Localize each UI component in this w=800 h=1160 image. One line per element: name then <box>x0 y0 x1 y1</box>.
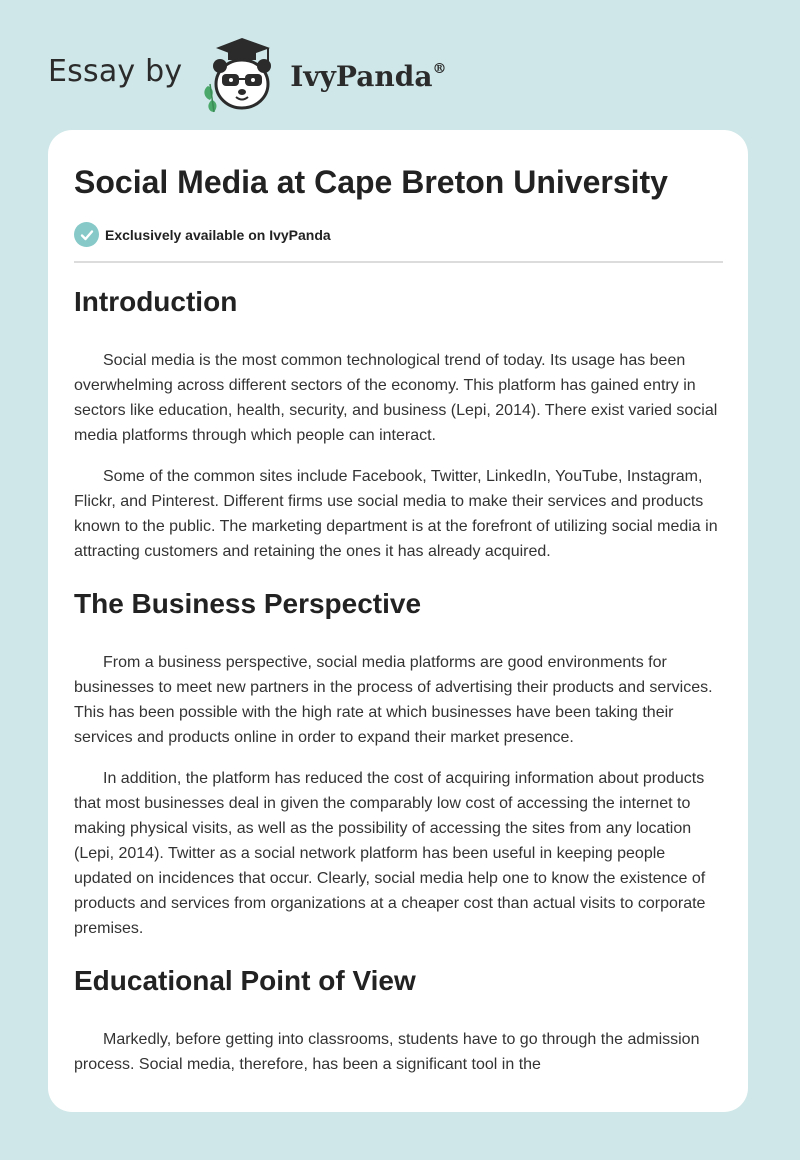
brand-name: IvyPanda® <box>290 59 447 93</box>
paragraph: Social media is the most common technological trend of today. Its usage has been overwhelming across different sectors of the economy. This platform has gained entry in sectors like education, health, security, and business (Lepi, 2014). There exist varied social media platforms through which people can interact. <box>74 352 718 444</box>
ivypanda-logo[interactable] <box>198 34 286 114</box>
exclusive-badge-label: Exclusively available on IvyPanda <box>105 226 331 243</box>
title-divider <box>74 261 723 263</box>
paragraph: Markedly, before getting into classrooms, students have to go through the admission process. Social media, therefore, has been a significant tool in the <box>74 1031 700 1073</box>
section-heading: Educational Point of View <box>74 965 416 996</box>
site-header <box>48 34 508 114</box>
article-body <box>74 280 726 1093</box>
check-icon <box>74 222 99 247</box>
paragraph: From a business perspective, social media platforms are good environments for businesses to meet new partners in the process of advertising their products and services. This has been possible with the high rate at which businesses have been taking their services and products online in order to expand their market presence. <box>74 654 713 746</box>
exclusive-badge <box>74 222 331 247</box>
page-title: Social Media at Cape Breton University <box>74 164 668 200</box>
paragraph: Some of the common sites include Facebook, Twitter, LinkedIn, YouTube, Instagram, Flickr, and Pinterest. Different firms use social media to make their services and products known to the public. The marketing department is at the forefront of utilizing social media in attracting customers and retaining the ones it has already acquired. <box>74 468 718 560</box>
essay-by-label: Essay by <box>48 53 183 89</box>
registered-mark: ® <box>432 61 447 78</box>
section-heading: The Business Perspective <box>74 588 422 619</box>
paragraph: In addition, the platform has reduced the cost of acquiring information about products that most businesses deal in given the comparably low cost of accessing the internet to making physical visits, as well as the possibility of accessing the sites from any location (Lepi, 2014). Twitter as a social network platform has been useful in keeping people updated on incidences that occur. Clearly, social media help one to know the existence of products and services from organizations at a cheaper cost than actual visits to corporate premises. <box>74 770 706 937</box>
section-heading: Introduction <box>74 286 238 317</box>
article-card <box>48 130 748 1112</box>
panda-logo-icon <box>198 34 286 114</box>
